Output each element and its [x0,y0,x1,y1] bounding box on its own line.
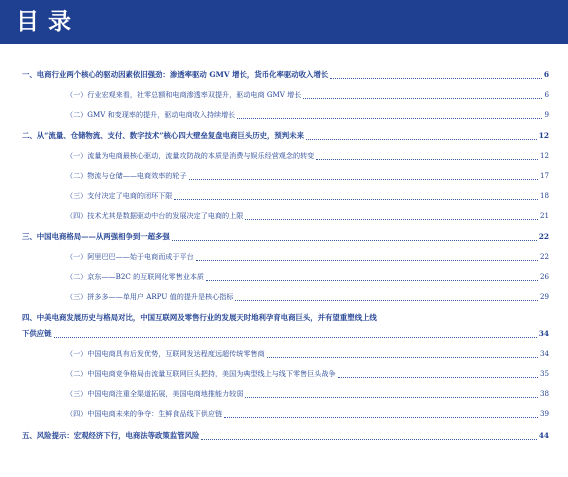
toc-page-number: 35 [539,369,549,378]
toc-entry-text: （一）流量为电商最核心驱动，流量攻防战的本质是消费与娱乐经营观念的转变 [66,151,315,160]
toc-page-number: 29 [539,292,549,301]
toc-entry-section-5[interactable] [22,430,549,442]
toc-entry-text: （二）中国电商竞争格局由流量互联网巨头把持，美国为典型线上与线下零售巨头战争 [66,369,336,378]
toc-page-number: 44 [538,431,549,440]
leader-dots [237,118,542,119]
toc-entry-section-1-1[interactable] [66,89,549,101]
leader-dots [172,240,537,241]
toc-entry-text: （二）GMV 和变现率的提升，驱动电商收入持续增长 [66,110,236,119]
toc-entry-section-3-1[interactable] [66,251,549,263]
toc-entry-section-2-1[interactable] [66,150,549,162]
toc-entry-section-4-3[interactable] [66,388,549,400]
toc-page-number: 22 [539,252,549,261]
toc-entry-section-3-3[interactable] [66,291,549,303]
leader-dots [330,78,542,79]
leader-dots [174,199,538,200]
toc-entry-text: （三）中国电商注重全渠道拓展，美国电商地推能力较弱 [66,389,244,398]
leader-dots [245,219,538,220]
toc-entry-section-4-2[interactable] [66,368,549,380]
toc-page-number: 6 [544,90,549,99]
toc-entry-text: （三）支付决定了电商的闭环下限 [66,191,173,200]
toc-entry-text: 五、风险提示：宏观经济下行，电商法等政策监管风险 [22,431,200,440]
toc-page-number: 34 [538,329,549,338]
leader-dots [54,337,537,338]
leader-dots [201,439,536,440]
toc-page-number: 39 [539,409,549,418]
toc-entry-text: （三）拼多多——单用户 ARPU 值的提升是核心指标 [66,292,234,301]
toc-entry-text: （四）技术尤其是数据驱动中台的发展决定了电商的上限 [66,211,244,220]
toc-entry-section-2-2[interactable] [66,170,549,182]
toc-page-number: 26 [539,272,549,281]
toc-entry-section-4-line-1[interactable]: 四、中美电商发展历史与格局对比，中国互联网及零售行业的发展天时地利孕育电商巨头，并有望重塑线上线 [22,313,377,322]
toc-entry-section-4-4[interactable] [66,408,549,420]
leader-dots [189,179,538,180]
toc-entry-text: 一、电商行业两个核心的驱动因素依旧强劲：渗透率驱动 GMV 增长，货币化率驱动收入增长 [22,70,329,79]
leader-dots [245,397,538,398]
leader-dots [196,260,538,261]
toc-entry-text: （二）京东——B2C 的互联网化零售业本质 [66,272,205,281]
leader-dots [306,139,537,140]
toc-page-number: 22 [538,232,549,241]
toc-entry-text: 二、从“流量、仓储物流、支付、数字技术”核心四大壁垒复盘电商巨头历史，预判未来 [22,131,304,140]
toc-entry-section-2[interactable] [22,130,549,142]
toc-page-number: 18 [539,191,549,200]
leader-dots [267,357,538,358]
page-title: 目录 [16,9,80,35]
toc-entry-text: （一）行业宏观来看，社零总额和电商渗透率双提升，驱动电商 GMV 增长 [66,90,302,99]
toc-entry-section-2-3[interactable] [66,190,549,202]
toc-entry-section-1-2[interactable] [66,109,549,121]
leader-dots [303,98,542,99]
leader-dots [235,300,537,301]
toc-entry-text: （二）物流与仓储——电商效率的轮子 [66,171,187,180]
leader-dots [224,417,538,418]
leader-dots [316,159,538,160]
toc-page-number: 21 [539,211,549,220]
toc-page-number: 38 [539,389,549,398]
toc-entry-text: （一）阿里巴巴——始于电商而成于平台 [66,252,194,261]
toc-page-number: 12 [539,151,549,160]
toc-entry-section-1[interactable] [22,69,549,81]
leader-dots [338,377,538,378]
toc-page-number: 6 [543,70,549,79]
toc-page-number: 9 [544,110,549,119]
toc-entry-section-4-1[interactable] [66,348,549,360]
leader-dots [206,280,538,281]
toc-entry-section-4[interactable] [22,328,549,340]
toc-page-number: 12 [538,131,549,140]
toc-entry-text: （四）中国电商未来的争夺：生鲜食品线下供应链 [66,409,223,418]
toc-entry-section-2-4[interactable] [66,210,549,222]
toc-entry-text: 下供应链 [22,329,52,338]
toc-entry-section-3[interactable] [22,231,549,243]
toc-entry-section-3-2[interactable] [66,271,549,283]
toc-entry-text: 三、中国电商格局——从两强相争到一超多强 [22,232,170,241]
toc-page-number: 34 [539,349,549,358]
toc-entry-text: （一）中国电商具有后发优势，互联网发达程度远超传统零售商 [66,349,265,358]
toc-page-number: 17 [539,171,549,180]
